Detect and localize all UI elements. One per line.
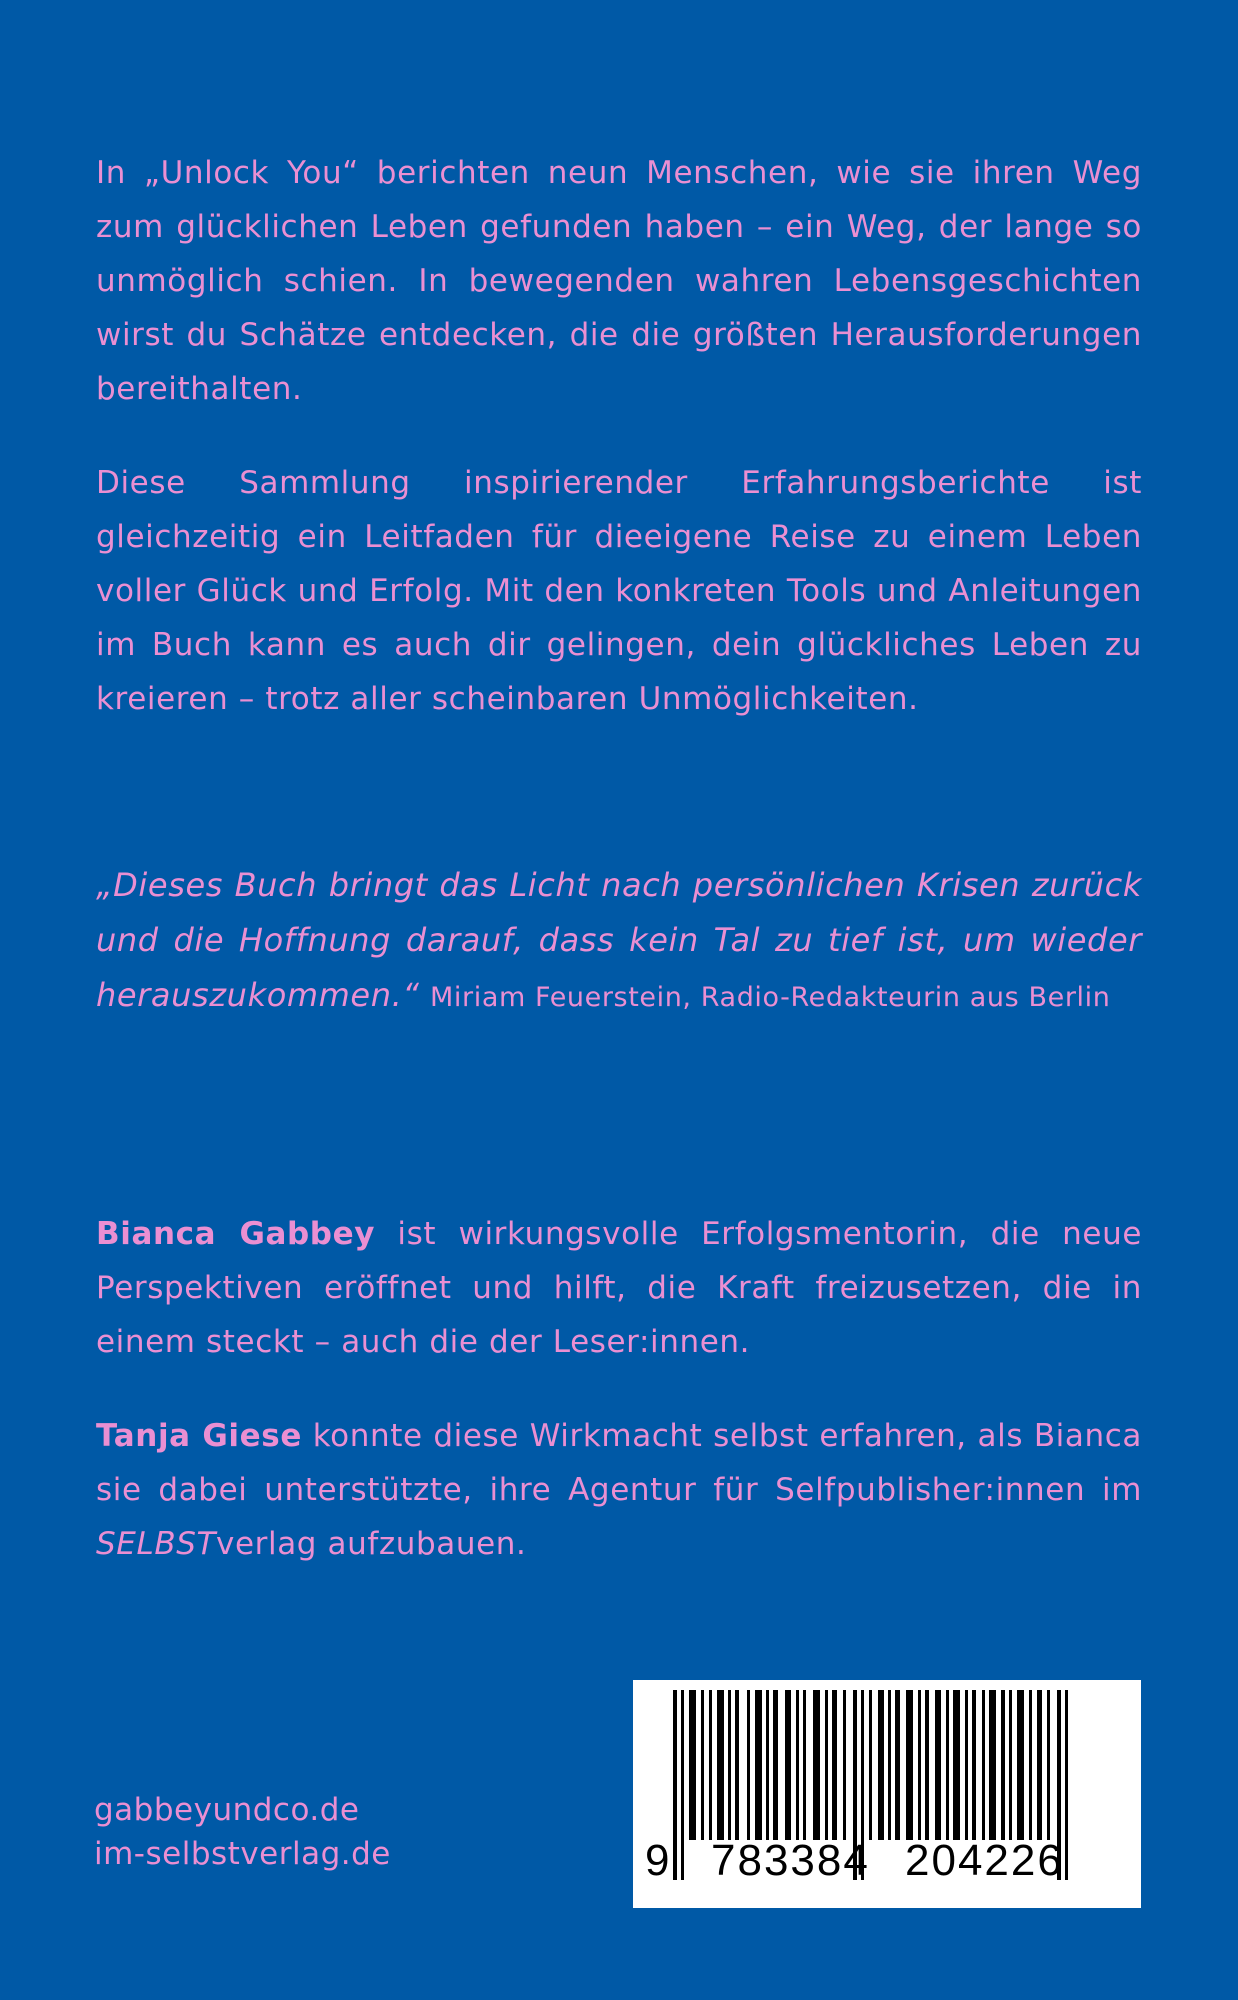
selbst-rest: verlag aufzubauen. <box>216 1526 527 1562</box>
intro-text <box>96 146 1142 726</box>
barcode-bar <box>766 1690 769 1840</box>
intro-paragraph-1: In „Unlock You“ berichten neun Menschen, wie sie ihren Weg zum glücklichen Leben gefunden haben – ein Weg, der lange so unmöglich schien. In bewegenden wahren Lebensgeschichten wirst du Schätze entdecken, die die größten Herausforderungen bereithalten. <box>96 155 1142 407</box>
author-name-bianca: Bianca Gabbey <box>96 1216 376 1252</box>
barcode-bar <box>953 1690 960 1840</box>
bio-bianca-text: ist wirkungsvolle Erfolgsmentorin, die neue Perspektiven eröffnet und hilft, die Kraft freizusetzen, die in einem steckt – auch die der Leser:innen. <box>96 1216 1142 1360</box>
barcode-bar <box>813 1690 820 1840</box>
barcode-bar <box>982 1690 985 1840</box>
barcode-bar <box>1029 1690 1032 1840</box>
isbn-first-digit: 9 <box>645 1836 670 1885</box>
barcode-bar <box>689 1690 696 1840</box>
barcode-bar <box>1001 1690 1005 1840</box>
barcode-bar <box>785 1690 791 1840</box>
barcode-bar <box>735 1690 739 1840</box>
barcode-bar <box>972 1690 976 1840</box>
barcode-bar <box>895 1690 900 1840</box>
barcode-bar <box>825 1690 828 1840</box>
barcode-bar <box>925 1690 929 1840</box>
quote-author: Miriam Feuerstein, Radio-Redakteurin aus Berlin <box>430 982 1111 1013</box>
barcode-bar <box>888 1690 891 1840</box>
bio-bianca <box>96 1207 1142 1369</box>
isbn-left-group: 783384 <box>711 1836 870 1885</box>
barcode-bar <box>946 1690 949 1840</box>
barcode-bar <box>965 1690 968 1840</box>
barcode-bar <box>1017 1690 1024 1840</box>
intro-paragraph-2: Diese Sammlung inspirierender Erfahrungsberichte ist gleichzeitig ein Leitfaden für dieeigene Reise zu einem Leben voller Glück und Erfolg. Mit den konkreten Tools und Anleitungen im Buch kann es auch dir gelingen, dein glückliches Leben zu kreieren – trotz aller scheinbaren Unmöglichkeiten. <box>96 465 1142 717</box>
barcode-bar <box>843 1690 846 1840</box>
barcode-bar <box>709 1690 712 1840</box>
testimonial-quote <box>96 858 1142 1025</box>
author-name-tanja: Tanja Giese <box>96 1418 302 1454</box>
barcode-bar <box>728 1690 731 1840</box>
barcode-bar <box>1037 1690 1042 1840</box>
barcode-bar <box>803 1690 806 1840</box>
link-gabbeyundco[interactable]: gabbeyundco.de <box>94 1792 360 1828</box>
barcode-bar <box>1047 1690 1050 1840</box>
barcode-bars <box>633 1680 1141 1908</box>
isbn-right-group: 204226 <box>905 1836 1064 1885</box>
author-bios <box>96 1207 1142 1571</box>
barcode-bar <box>755 1690 762 1840</box>
barcode-bar <box>681 1690 684 1880</box>
barcode-bar <box>869 1690 872 1840</box>
barcode-bar <box>918 1690 921 1840</box>
isbn-barcode <box>633 1680 1141 1908</box>
barcode-bar <box>1009 1690 1012 1840</box>
barcode-bar <box>796 1690 799 1840</box>
barcode-bar <box>906 1690 913 1840</box>
quote-text: „Dieses Buch bringt das Licht nach persönlichen Krisen zurück und die Hoffnung darauf, dass kein Tal zu tief ist, um wieder herauszukommen.“ <box>96 866 1142 1014</box>
barcode-bar <box>701 1690 704 1840</box>
barcode-bar <box>935 1690 941 1840</box>
barcode-bar <box>747 1690 750 1840</box>
barcode-bar <box>878 1690 884 1840</box>
bio-tanja <box>96 1409 1142 1571</box>
barcode-bar <box>989 1690 996 1840</box>
link-im-selbstverlag[interactable]: im-selbstverlag.de <box>94 1836 391 1872</box>
selbst-italic: SELBST <box>96 1526 217 1562</box>
bio-tanja-text: konnte diese Wirkmacht selbst erfahren, als Bianca sie dabei unterstützte, ihre Agentur für Selfpublisher:innen im <box>96 1418 1142 1508</box>
barcode-bar <box>717 1690 724 1840</box>
website-links <box>94 1788 391 1876</box>
barcode-bar <box>1065 1690 1068 1880</box>
barcode-bar <box>773 1690 778 1840</box>
barcode-bar <box>673 1690 677 1880</box>
barcode-bar <box>832 1690 837 1840</box>
